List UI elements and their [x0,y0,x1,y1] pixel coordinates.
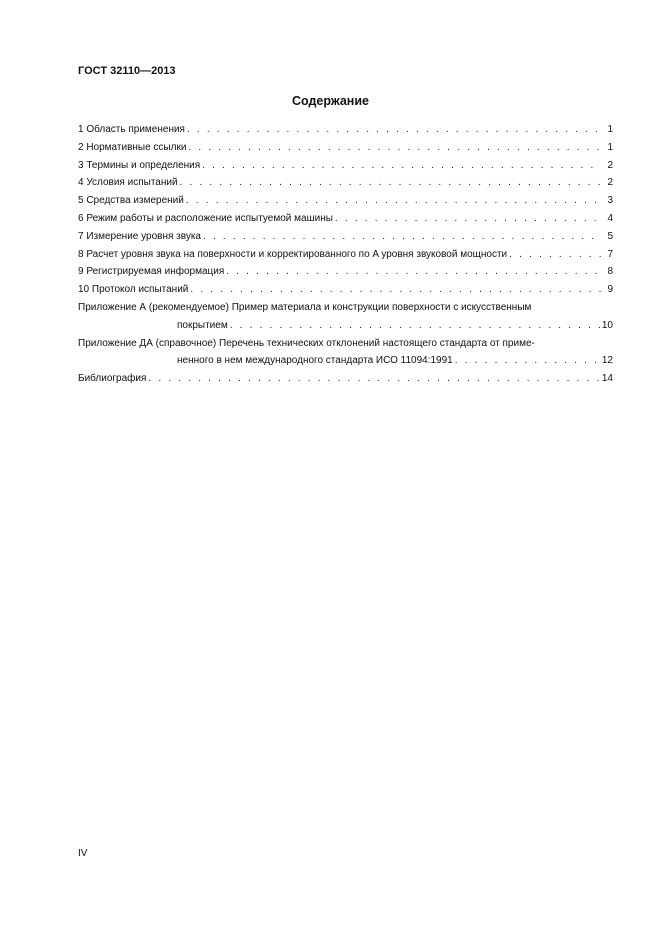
toc-leader-dots [226,263,601,281]
toc-leader-dots [190,281,601,299]
toc-leader-dots [335,210,601,228]
toc-item[interactable] [78,174,613,192]
toc-leader-dots [180,174,601,192]
toc-item[interactable] [78,263,613,281]
toc-leader-dots [187,121,601,139]
toc-leader-dots [509,246,601,264]
toc-item-label: 8 Расчет уровня звука на поверхности и корректированного по A уровня звуковой мощности [78,248,508,260]
toc-item[interactable] [78,246,613,264]
toc-title: Содержание [291,94,369,108]
toc-appendix-title-cont: ненного в нем международного стандарта ИСО 11094:1991 [177,355,453,367]
toc-appendix-title: Приложение ДА (справочное) Перечень технических отклонений настоящего стандарта от приме- [78,337,535,349]
toc-item[interactable] [78,157,613,175]
toc-item-label: 9 Регистрируемая информация [78,266,225,278]
toc-item-page: 9 [607,284,613,296]
toc-item-label: 1 Область применения [78,124,185,135]
toc-item-page: 12 [601,355,613,367]
toc-item[interactable] [78,139,613,157]
toc-leader-dots [186,192,601,210]
page-number: IV [78,848,88,859]
toc-item-label: 10 Протокол испытаний [78,284,189,296]
toc-item-page: 14 [601,373,613,385]
toc-item-page: 5 [607,230,613,242]
toc-item-label: 6 Режим работы и расположение испытуемой машины [78,212,333,224]
toc-leader-dots [188,139,601,157]
toc-bibliography[interactable] [78,370,613,388]
toc-item[interactable] [78,192,613,210]
toc-appendix-da[interactable] [78,335,613,371]
toc-item-page: 8 [607,266,613,278]
toc-leader-dots [230,317,600,335]
toc-item-label: 7 Измерение уровня звука [78,230,201,242]
toc-leader-dots [148,370,599,388]
standard-designation: ГОСТ 32110—2013 [78,65,176,77]
toc-item[interactable] [78,121,613,139]
toc-item-label: 2 Нормативные ссылки [78,141,187,153]
toc-leader-dots [202,157,601,175]
toc-item-page: 2 [607,159,613,171]
toc-item[interactable] [78,281,613,299]
toc-item-label: 5 Средства измерений [78,195,184,207]
toc-item-label: Библиография [78,373,147,385]
toc-item-label: 4 Условия испытаний [78,177,178,189]
toc-item-page: 3 [607,195,613,207]
toc-appendix-title-cont: покрытием [177,319,228,331]
toc-item-page: 4 [607,212,613,224]
toc-item-page: 7 [607,248,613,260]
toc-item-page: 1 [607,141,613,153]
toc-item-page: 2 [607,177,613,189]
toc-item-label: 3 Термины и определения [78,159,201,171]
toc-item[interactable] [78,228,613,246]
toc-appendix-a[interactable] [78,299,613,335]
table-of-contents [78,121,613,388]
toc-appendix-title: Приложение А (рекомендуемое) Пример материала и конструкции поверхности с искусственным [78,301,532,313]
toc-item[interactable] [78,210,613,228]
toc-leader-dots [455,352,600,370]
toc-leader-dots [203,228,601,246]
toc-item-page: 10 [601,319,613,331]
toc-item-page: 1 [607,124,613,135]
